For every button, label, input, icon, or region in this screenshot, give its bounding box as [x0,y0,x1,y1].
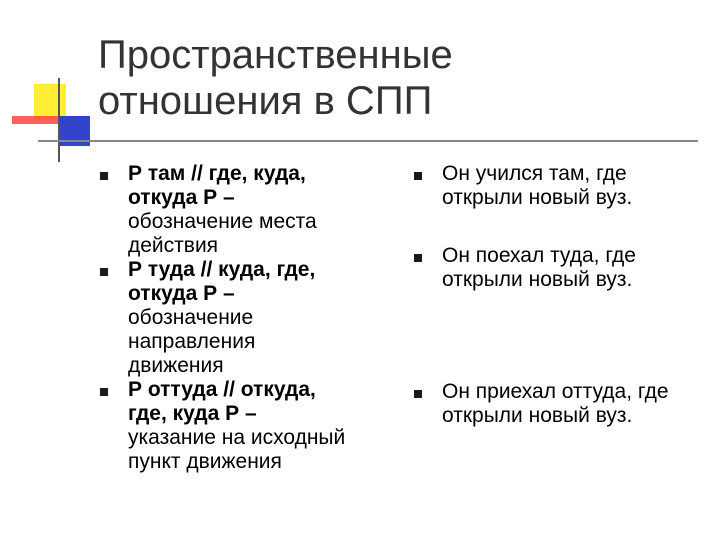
rule-bold-line: где, куда Р – [128,402,257,425]
square-bullet-icon [100,172,108,180]
list-item [96,258,396,378]
square-bullet-icon [100,388,108,396]
rule-description-line: направления [128,330,256,353]
decor-red-bar [12,116,60,124]
example-line: открыли новый вуз. [442,404,633,427]
square-bullet-icon [414,172,422,180]
rule-bold-line: Р там // где, куда, [128,162,306,185]
example-line: Он учился там, где [442,162,627,185]
slide-title [98,32,453,124]
example-line: открыли новый вуз. [442,186,633,209]
rule-description-line: движения [128,354,224,377]
list-item [410,244,720,292]
list-item [96,162,396,258]
decor-vertical-line [58,78,60,162]
list-item [410,162,720,210]
rule-description-line: пункт движения [128,450,282,473]
example-line: открыли новый вуз. [442,268,633,291]
title-line-1: Пространственные [98,33,453,77]
list-item [410,380,720,428]
rule-bold-line: откуда Р – [128,186,235,209]
rule-description-line: действия [128,234,219,257]
rule-description-line: обозначение [128,306,254,329]
example-line: Он приехал оттуда, где [442,380,669,403]
decor-horizontal-rule [38,140,698,142]
rule-description-line: указание на исходный [128,426,346,449]
left-bullet-list [96,162,396,474]
square-bullet-icon [100,268,108,276]
rule-description-line: обозначение места [128,210,317,233]
rule-bold-line: Р оттуда // откуда, [128,378,316,401]
decor-yellow-square [34,84,66,120]
rule-bold-line: откуда Р – [128,282,235,305]
title-line-2: отношения в СПП [98,79,433,123]
list-item [96,378,396,474]
square-bullet-icon [414,390,422,398]
rule-bold-line: Р туда // куда, где, [128,258,316,281]
square-bullet-icon [414,254,422,262]
example-line: Он поехал туда, где [442,244,636,267]
